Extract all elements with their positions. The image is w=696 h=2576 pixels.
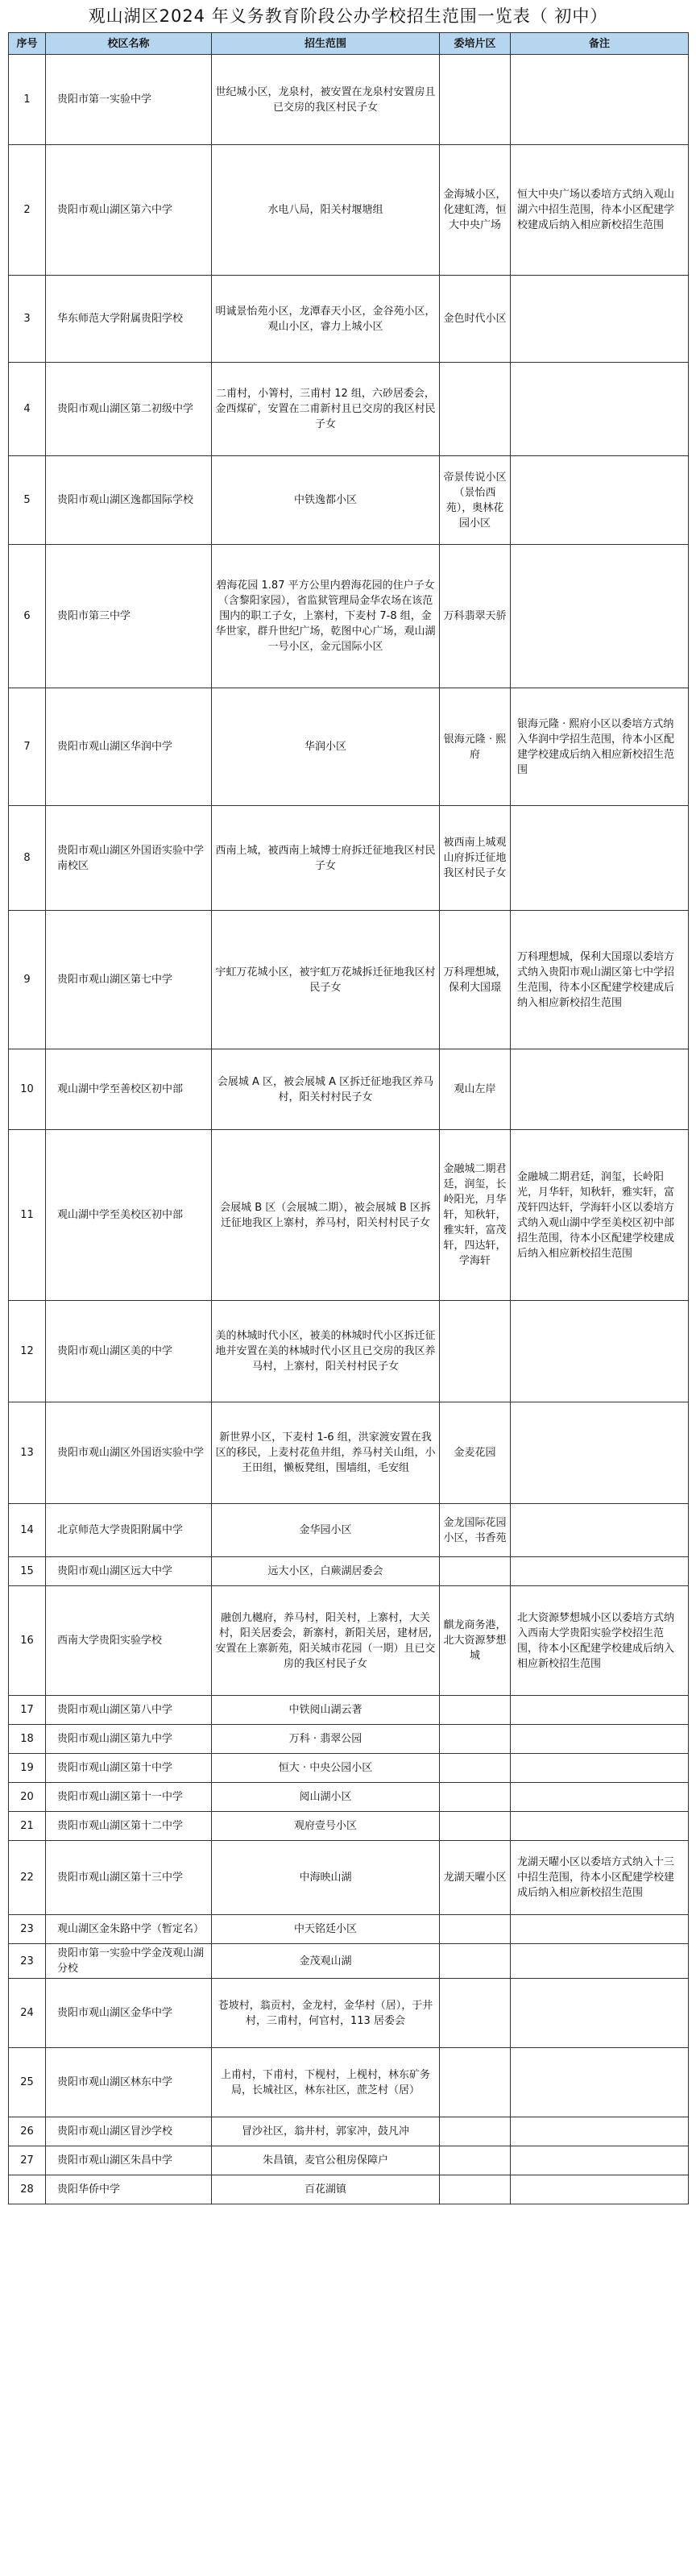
commissioned-area-cell <box>440 1130 511 1301</box>
school-name-cell <box>46 363 212 456</box>
cell-text: 金色时代小区 <box>443 313 507 325</box>
remarks-cell <box>511 1841 689 1915</box>
cell-text: 6 <box>23 610 31 622</box>
cell-text: 金龙国际花园小区，书香苑 <box>443 1516 507 1544</box>
remarks-cell <box>511 1130 689 1301</box>
school-name-cell <box>46 1754 212 1783</box>
school-name-cell <box>46 2048 212 2117</box>
cell-text: 9 <box>23 974 31 986</box>
table-row <box>9 145 689 276</box>
cell-text: 贵阳市第三中学 <box>57 610 131 622</box>
cell-text: 世纪城小区，龙泉村，被安置在龙泉村安置房且已交房的我区村民子女 <box>215 85 436 114</box>
school-name-cell <box>46 2146 212 2175</box>
commissioned-area-cell <box>440 1812 511 1841</box>
cell-text: 贵阳市观山湖区第八中学 <box>57 1704 173 1716</box>
cell-text: 中铁逸都小区 <box>293 494 357 506</box>
cell-text: 贵阳市观山湖区林东中学 <box>57 2076 173 2088</box>
table-row <box>9 2117 689 2146</box>
row-number <box>9 1402 46 1504</box>
cell-text: 14 <box>20 1524 34 1536</box>
remarks-cell <box>511 1049 689 1130</box>
cell-text: 中天铭廷小区 <box>293 1923 357 1935</box>
row-number <box>9 1944 46 1979</box>
school-name-cell <box>46 2117 212 2146</box>
cell-text: 观山湖中学至善校区初中部 <box>57 1083 184 1095</box>
commissioned-area-cell <box>440 276 511 363</box>
enrollment-range-cell <box>212 145 440 276</box>
commissioned-area-cell <box>440 2048 511 2117</box>
remarks-cell <box>511 1696 689 1725</box>
cell-text: 贵阳市观山湖区第七中学 <box>57 974 173 986</box>
cell-text: 水电八局，阳关村堰塘组 <box>267 204 383 216</box>
cell-text: 10 <box>20 1083 34 1095</box>
table-row <box>9 806 689 911</box>
commissioned-area-cell <box>440 1783 511 1812</box>
row-number <box>9 456 46 545</box>
cell-text: 龙湖天曜小区 <box>443 1872 507 1884</box>
commissioned-area-cell <box>440 456 511 545</box>
cell-text: 观山湖中学至美校区初中部 <box>57 1209 184 1221</box>
cell-text: 26 <box>20 2125 34 2138</box>
cell-text: 金融城二期君廷，润玺，长岭阳光，月华轩，知秋轩，雅实轩，富茂轩四达轩，学海轩小区以委培方式纳入观山湖中学至美校区初中部招生范围，待本小区配建学校建成后纳入相应新校招生范围 <box>517 1170 675 1260</box>
header-school: 校区名称 <box>46 33 212 55</box>
commissioned-area-cell <box>440 1586 511 1696</box>
row-number <box>9 1812 46 1841</box>
commissioned-area-cell <box>440 1915 511 1944</box>
remarks-cell <box>511 2175 689 2204</box>
cell-text: 23 <box>20 1955 34 1967</box>
remarks-cell <box>511 688 689 806</box>
row-number <box>9 363 46 456</box>
commissioned-area-cell <box>440 806 511 911</box>
cell-text: 金融城二期君廷，润玺，长岭阳光，月华轩，知秋轩，雅实轩，富茂轩，四达轩，学海轩 <box>443 1163 507 1267</box>
row-number <box>9 545 46 688</box>
table-row <box>9 456 689 545</box>
commissioned-area-cell <box>440 688 511 806</box>
header-no: 序号 <box>9 33 46 55</box>
cell-text: 融创九樾府，养马村，阳关村，上寨村，大关村，阳关居委会，新寨村，新阳关居，建材居,安置在上寨新苑，阳关城市花园（一期）且已交房的我区村民子女 <box>215 1611 436 1670</box>
school-name-cell <box>46 1841 212 1915</box>
cell-text: 28 <box>20 2183 34 2196</box>
enrollment-range-cell <box>212 806 440 911</box>
enrollment-range-cell <box>212 545 440 688</box>
school-name-cell <box>46 1049 212 1130</box>
commissioned-area-cell <box>440 55 511 145</box>
commissioned-area-cell <box>440 1696 511 1725</box>
cell-text: 7 <box>23 741 31 753</box>
cell-text: 龙湖天曜小区以委培方式纳入十三中招生范围，待本小区配建学校建成后纳入相应新校招生范围 <box>517 1856 675 1899</box>
row-number <box>9 1586 46 1696</box>
cell-text: 北大资源梦想城小区以委培方式纳入西南大学贵阳实验学校招生范围，待本小区配建学校建成后纳入相应新校招生范围 <box>517 1611 675 1670</box>
cell-text: 万科 · 翡翠公园 <box>288 1733 362 1745</box>
header-note: 备注 <box>511 33 689 55</box>
cell-text: 贵阳市观山湖区第十中学 <box>57 1762 173 1774</box>
school-name-cell <box>46 2175 212 2204</box>
cell-text: 麒龙商务港，北大资源梦想城 <box>443 1619 507 1662</box>
cell-text: 金麦花园 <box>454 1447 496 1459</box>
remarks-cell <box>511 55 689 145</box>
cell-text: 18 <box>20 1733 34 1745</box>
cell-text: 金茂观山湖 <box>299 1955 352 1967</box>
cell-text: 阅山湖小区 <box>299 1791 352 1803</box>
cell-text: 3 <box>23 313 31 325</box>
table-row <box>9 2175 689 2204</box>
cell-text: 中铁阅山湖云著 <box>288 1704 362 1716</box>
school-name-cell <box>46 911 212 1049</box>
cell-text: 金海城小区，化建虹湾，恒大中央广场 <box>443 189 507 231</box>
school-name-cell <box>46 545 212 688</box>
header-range: 招生范围 <box>212 33 440 55</box>
commissioned-area-cell <box>440 1944 511 1979</box>
row-number <box>9 2117 46 2146</box>
cell-text: 11 <box>20 1209 34 1221</box>
cell-text: 金华园小区 <box>299 1524 352 1536</box>
cell-text: 27 <box>20 2154 34 2167</box>
commissioned-area-cell <box>440 2146 511 2175</box>
enrollment-range-cell <box>212 1841 440 1915</box>
cell-text: 万科翡翠天骄 <box>443 610 507 622</box>
remarks-cell <box>511 806 689 911</box>
enrollment-range-cell <box>212 363 440 456</box>
remarks-cell <box>511 1783 689 1812</box>
commissioned-area-cell <box>440 1979 511 2048</box>
cell-text: 贵阳市第一实验中学 <box>57 93 152 106</box>
cell-text: 会展城 A 区，被会展城 A 区拆迁征地我区养马村，阳关村村民子女 <box>217 1075 434 1103</box>
commissioned-area-cell <box>440 363 511 456</box>
enrollment-table <box>8 32 689 2204</box>
cell-text: 贵阳市观山湖区朱昌中学 <box>57 2154 173 2167</box>
cell-text: 西南大学贵阳实验学校 <box>57 1635 163 1647</box>
cell-text: 上甫村，下甫村，下枧村，上枧村，林东矿务局，长城社区，林东社区，蔗芝村（居） <box>220 2068 430 2096</box>
enrollment-range-cell <box>212 1812 440 1841</box>
cell-text: 被西南上城观山府拆迁征地我区村民子女 <box>443 837 507 879</box>
cell-text: 恒大中央广场以委培方式纳入观山湖六中招生范围，待本小区配建学校建成后纳入相应新校招生范围 <box>517 189 675 231</box>
remarks-cell <box>511 911 689 1049</box>
remarks-cell <box>511 363 689 456</box>
cell-text: 贵阳市观山湖区第九中学 <box>57 1733 173 1745</box>
remarks-cell <box>511 1402 689 1504</box>
remarks-cell <box>511 145 689 276</box>
school-name-cell <box>46 1504 212 1557</box>
row-number <box>9 1754 46 1783</box>
school-name-cell <box>46 145 212 276</box>
remarks-cell <box>511 1812 689 1841</box>
commissioned-area-cell <box>440 2175 511 2204</box>
enrollment-range-cell <box>212 1979 440 2048</box>
row-number <box>9 688 46 806</box>
cell-text: 华润小区 <box>304 741 346 753</box>
cell-text: 银海元隆 · 熙府 <box>443 733 507 761</box>
table-row <box>9 2146 689 2175</box>
cell-text: 万科理想城，保利大国璟 <box>443 966 507 994</box>
table-row <box>9 1049 689 1130</box>
cell-text: 中海映山湖 <box>299 1872 352 1884</box>
table-row <box>9 1402 689 1504</box>
cell-text: 观山湖区金朱路中学（暂定名） <box>57 1923 205 1935</box>
cell-text: 贵阳市观山湖区第十一中学 <box>57 1791 184 1803</box>
remarks-cell <box>511 456 689 545</box>
remarks-cell <box>511 2048 689 2117</box>
enrollment-range-cell <box>212 1915 440 1944</box>
school-name-cell <box>46 1557 212 1586</box>
cell-text: 贵阳市观山湖区第十二中学 <box>57 1820 184 1832</box>
cell-text: 19 <box>20 1762 34 1774</box>
cell-text: 16 <box>20 1635 34 1647</box>
enrollment-range-cell <box>212 1586 440 1696</box>
commissioned-area-cell <box>440 1504 511 1557</box>
enrollment-range-cell <box>212 1130 440 1301</box>
row-number <box>9 1301 46 1402</box>
row-number <box>9 1725 46 1754</box>
row-number <box>9 2048 46 2117</box>
row-number <box>9 806 46 911</box>
enrollment-range-cell <box>212 1944 440 1979</box>
enrollment-range-cell <box>212 1725 440 1754</box>
cell-text: 美的林城时代小区，被美的林城时代小区拆迁征地并安置在美的林城时代小区且已交房的我区养马村，上寨村，阳关村村民子女 <box>215 1330 436 1373</box>
row-number <box>9 2175 46 2204</box>
school-name-cell <box>46 806 212 911</box>
cell-text: 银海元隆 · 熙府小区以委培方式纳入华润中学招生范围，待本小区配建学校建成后纳入相应新校招生范围 <box>517 717 675 776</box>
table-row <box>9 1944 689 1979</box>
row-number <box>9 911 46 1049</box>
school-name-cell <box>46 1402 212 1504</box>
enrollment-range-cell <box>212 1504 440 1557</box>
cell-text: 22 <box>20 1872 34 1884</box>
enrollment-range-cell <box>212 456 440 545</box>
row-number <box>9 55 46 145</box>
cell-text: 20 <box>20 1791 34 1803</box>
enrollment-range-cell <box>212 1783 440 1812</box>
cell-text: 帝景传说小区（景怡西苑），奥林花园小区 <box>443 471 507 530</box>
cell-text: 二甫村，小箐村，三甫村 12 组，六砂居委会，金西煤矿，安置在二甫新村且已交房的我区村民子女 <box>215 388 436 430</box>
cell-text: 23 <box>20 1923 34 1935</box>
cell-text: 4 <box>23 403 31 415</box>
table-row <box>9 1301 689 1402</box>
enrollment-range-cell <box>212 55 440 145</box>
commissioned-area-cell <box>440 1557 511 1586</box>
table-row <box>9 276 689 363</box>
school-name-cell <box>46 456 212 545</box>
commissioned-area-cell <box>440 2117 511 2146</box>
cell-text: 21 <box>20 1820 34 1832</box>
cell-text: 贵阳市第一实验中学金茂观山湖分校 <box>57 1947 205 1975</box>
enrollment-range-cell <box>212 1696 440 1725</box>
header-area: 委培片区 <box>440 33 511 55</box>
cell-text: 15 <box>20 1565 34 1577</box>
remarks-cell <box>511 2146 689 2175</box>
cell-text: 观山左岸 <box>454 1083 496 1095</box>
enrollment-range-cell <box>212 1402 440 1504</box>
cell-text: 贵阳市观山湖区外国语实验中学 <box>57 1447 205 1459</box>
cell-text: 华东师范大学附属贵阳学校 <box>57 313 184 325</box>
table-row <box>9 1979 689 2048</box>
enrollment-range-cell <box>212 2117 440 2146</box>
cell-text: 贵阳市观山湖区第二初级中学 <box>57 403 194 415</box>
cell-text: 贵阳市观山湖区第十三中学 <box>57 1872 184 1884</box>
remarks-cell <box>511 2117 689 2146</box>
row-number <box>9 1130 46 1301</box>
remarks-cell <box>511 1754 689 1783</box>
cell-text: 贵阳市观山湖区远大中学 <box>57 1565 173 1577</box>
school-name-cell <box>46 1130 212 1301</box>
cell-text: 1 <box>23 93 31 106</box>
enrollment-range-cell <box>212 1049 440 1130</box>
row-number <box>9 1504 46 1557</box>
remarks-cell <box>511 1725 689 1754</box>
remarks-cell <box>511 1557 689 1586</box>
row-number <box>9 145 46 276</box>
cell-text: 会展城 B 区（会展城二期），被会展城 B 区拆迁征地我区上寨村，养马村，阳关村村民子女 <box>220 1201 431 1229</box>
commissioned-area-cell <box>440 911 511 1049</box>
cell-text: 17 <box>20 1704 34 1716</box>
table-row <box>9 1557 689 1586</box>
cell-text: 25 <box>20 2076 34 2088</box>
remarks-cell <box>511 1301 689 1402</box>
commissioned-area-cell <box>440 1049 511 1130</box>
enrollment-range-cell <box>212 276 440 363</box>
cell-text: 贵阳市观山湖区美的中学 <box>57 1345 173 1357</box>
table-row <box>9 1754 689 1783</box>
table-row <box>9 1696 689 1725</box>
cell-text: 12 <box>20 1345 34 1357</box>
cell-text: 冒沙社区，翁井村，郭家冲，鼓凡冲 <box>241 2125 409 2138</box>
table-row <box>9 1783 689 1812</box>
cell-text: 万科理想城，保利大国璟以委培方式纳入贵阳市观山湖区第七中学招生范围，待本小区配建学校建成后纳入相应新校招生范围 <box>517 950 675 1009</box>
enrollment-range-cell <box>212 688 440 806</box>
commissioned-area-cell <box>440 1754 511 1783</box>
table-row <box>9 363 689 456</box>
commissioned-area-cell <box>440 545 511 688</box>
cell-text: 碧海花园 1.87 平方公里内碧海花园的住户子女（含黎阳家园），省监狱管理局金华农场在该范围内的职工子女，上寨村，下麦村 7-8 组，金华世家，群升世纪广场，乾图中心广场，观山湖一号小区，金元国际小区 <box>215 580 436 653</box>
table-row <box>9 1586 689 1696</box>
cell-text: 北京师范大学贵阳附属中学 <box>57 1524 184 1536</box>
table-row <box>9 688 689 806</box>
cell-text: 贵阳市观山湖区冒沙学校 <box>57 2125 173 2138</box>
commissioned-area-cell <box>440 1725 511 1754</box>
row-number <box>9 1049 46 1130</box>
table-row <box>9 911 689 1049</box>
remarks-cell <box>511 1915 689 1944</box>
cell-text: 远大小区，白蕨湖居委会 <box>267 1565 383 1577</box>
cell-text: 宇虹万花城小区，被宇虹万花城拆迁征地我区村民子女 <box>215 966 436 994</box>
table-body <box>9 55 689 2204</box>
enrollment-range-cell <box>212 1557 440 1586</box>
cell-text: 百花湖镇 <box>304 2183 346 2196</box>
commissioned-area-cell <box>440 1301 511 1402</box>
cell-text: 新世界小区，下麦村 1-6 组，洪家渡安置在我区的移民，上麦村花鱼井组，养马村关山组，小王田组，懒板凳组，围墙组，毛安组 <box>215 1431 436 1474</box>
cell-text: 贵阳华侨中学 <box>57 2183 121 2196</box>
enrollment-range-cell <box>212 1754 440 1783</box>
enrollment-range-cell <box>212 1301 440 1402</box>
row-number <box>9 1783 46 1812</box>
enrollment-range-cell <box>212 2048 440 2117</box>
school-name-cell <box>46 276 212 363</box>
school-name-cell <box>46 55 212 145</box>
table-row <box>9 55 689 145</box>
row-number <box>9 276 46 363</box>
commissioned-area-cell <box>440 1402 511 1504</box>
row-number <box>9 1696 46 1725</box>
commissioned-area-cell <box>440 1841 511 1915</box>
school-name-cell <box>46 688 212 806</box>
enrollment-range-cell <box>212 2175 440 2204</box>
cell-text: 观府壹号小区 <box>293 1820 357 1832</box>
row-number <box>9 2146 46 2175</box>
school-name-cell <box>46 1915 212 1944</box>
school-name-cell <box>46 1944 212 1979</box>
page-title: 观山湖区2024 年义务教育阶段公办学校招生范围一览表（ 初中） <box>88 6 608 26</box>
school-name-cell <box>46 1301 212 1402</box>
table-row <box>9 1915 689 1944</box>
enrollment-range-cell <box>212 2146 440 2175</box>
row-number <box>9 1557 46 1586</box>
cell-text: 5 <box>23 494 31 506</box>
row-number <box>9 1915 46 1944</box>
school-name-cell <box>46 1725 212 1754</box>
cell-text: 明诚景怡苑小区，龙潭春天小区，金谷苑小区，观山小区，睿力上城小区 <box>215 305 436 333</box>
remarks-cell <box>511 1504 689 1557</box>
table-row <box>9 1504 689 1557</box>
cell-text: 2 <box>23 204 31 216</box>
row-number <box>9 1979 46 2048</box>
cell-text: 贵阳市观山湖区华润中学 <box>57 741 173 753</box>
remarks-cell <box>511 1586 689 1696</box>
cell-text: 贵阳市观山湖区金华中学 <box>57 2007 173 2019</box>
table-row <box>9 1725 689 1754</box>
table-row <box>9 1130 689 1301</box>
cell-text: 苍坡村，翁贡村，金龙村，金华村（居），于井村，三甫村，何官村，113 居委会 <box>218 1999 433 2027</box>
remarks-cell <box>511 276 689 363</box>
enrollment-range-cell <box>212 911 440 1049</box>
cell-text: 贵阳市观山湖区第六中学 <box>57 204 173 216</box>
school-name-cell <box>46 1783 212 1812</box>
cell-text: 24 <box>20 2007 34 2019</box>
school-name-cell <box>46 1586 212 1696</box>
table-row <box>9 1812 689 1841</box>
commissioned-area-cell <box>440 145 511 276</box>
school-name-cell <box>46 1696 212 1725</box>
school-name-cell <box>46 1812 212 1841</box>
school-name-cell <box>46 1979 212 2048</box>
remarks-cell <box>511 1979 689 2048</box>
cell-text: 贵阳市观山湖区外国语实验中学南校区 <box>57 844 205 872</box>
cell-text: 贵阳市观山湖区逸都国际学校 <box>57 494 194 506</box>
table-header-row <box>9 33 689 55</box>
cell-text: 8 <box>23 852 31 864</box>
cell-text: 13 <box>20 1447 34 1459</box>
remarks-cell <box>511 545 689 688</box>
table-row <box>9 1841 689 1915</box>
remarks-cell <box>511 1944 689 1979</box>
table-row <box>9 545 689 688</box>
row-number <box>9 1841 46 1915</box>
cell-text: 朱昌镇，麦官公租房保障户 <box>262 2154 388 2167</box>
cell-text: 西南上城，被西南上城博士府拆迁征地我区村民子女 <box>215 844 436 872</box>
table-row <box>9 2048 689 2117</box>
cell-text: 恒大 · 中央公园小区 <box>278 1762 373 1774</box>
